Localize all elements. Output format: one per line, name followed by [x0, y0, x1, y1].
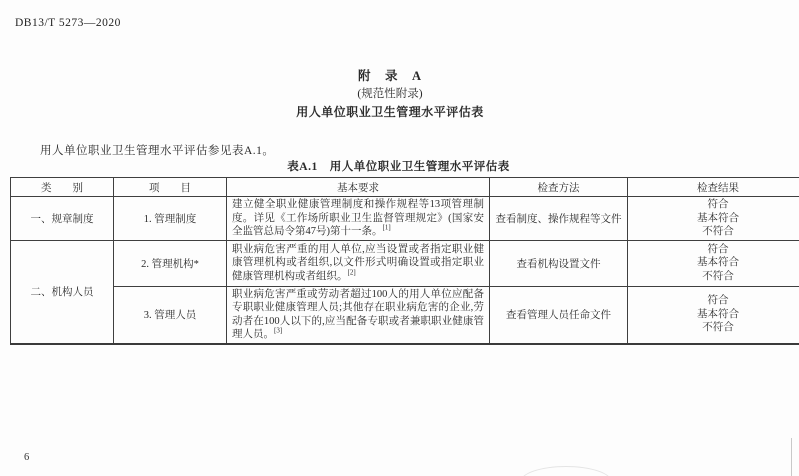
cell-results	[628, 240, 799, 286]
col-header-requirement: 基本要求	[227, 178, 490, 197]
cell-category: 一、规章制度	[11, 197, 114, 241]
table-caption: 表A.1 用人单位职业卫生管理水平评估表	[287, 161, 510, 173]
result-option: 基本符合	[697, 212, 739, 224]
cell-item: 3. 管理人员	[114, 286, 227, 344]
cell-results	[628, 286, 799, 344]
footnote-marker: [3]	[274, 326, 283, 335]
cell-requirement	[227, 286, 490, 344]
appendix-subtitle: (规范性附录)	[357, 88, 423, 100]
result-option: 符合	[707, 199, 729, 210]
result-option: 不符合	[702, 226, 734, 237]
scan-artifact-edge	[791, 438, 792, 476]
doc-code: DB13/T 5273—2020	[15, 17, 121, 29]
result-option: 不符合	[702, 322, 734, 334]
result-option: 基本符合	[697, 308, 739, 320]
scan-artifact-arc	[520, 466, 612, 476]
appendix-heading: 用人单位职业卫生管理水平评估表	[296, 105, 484, 119]
requirement-text: 职业病危害严重或劳动者超过100人的用人单位应配备专职职业健康管理人员;其他存在职业病危害的企业,劳动者在100人以下的,应当配备专职或者兼职职业健康管理人员。	[232, 288, 484, 340]
result-option: 不符合	[702, 270, 734, 282]
col-header-result: 检查结果	[628, 178, 799, 197]
cell-item: 1. 管理制度	[114, 197, 227, 241]
footnote-marker: [2]	[347, 268, 356, 277]
requirement-text: 职业病危害严重的用人单位,应当设置或者指定职业健康管理机构或者组织,以文件形式明确设置或指定职业健康管理机构或者组织。	[232, 243, 484, 282]
result-option: 符合	[707, 295, 729, 307]
footnote-marker: [1]	[382, 223, 391, 232]
cell-method: 查看制度、操作规程等文件	[490, 197, 628, 241]
cell-results	[628, 197, 799, 241]
table-row	[11, 240, 799, 286]
col-header-category: 类 别	[11, 178, 114, 197]
table-header-row	[11, 178, 799, 197]
intro-text: 用人单位职业卫生管理水平评估参见表A.1。	[40, 145, 275, 157]
col-header-item: 项 目	[114, 178, 227, 197]
cell-category: 二、机构人员	[11, 240, 114, 344]
cell-method: 查看管理人员任命文件	[490, 286, 628, 344]
appendix-title: 附 录 A	[357, 69, 423, 83]
evaluation-table	[10, 177, 799, 345]
table-row	[11, 286, 799, 344]
result-option: 基本符合	[697, 257, 739, 269]
appendix-title-block	[0, 68, 780, 121]
cell-requirement	[227, 240, 490, 286]
table-row	[11, 197, 799, 241]
page-number: 6	[24, 452, 30, 463]
requirement-text: 建立健全职业健康管理制度和操作规程等13项管理制度。详见《工作场所职业卫生监督管理规定》(国家安全监管总局令第47号)第十一条。	[232, 199, 484, 237]
result-option: 符合	[707, 243, 729, 255]
col-header-method: 检查方法	[490, 178, 628, 197]
cell-method: 查看机构设置文件	[490, 240, 628, 286]
cell-requirement	[227, 197, 490, 241]
cell-item: 2. 管理机构*	[114, 240, 227, 286]
